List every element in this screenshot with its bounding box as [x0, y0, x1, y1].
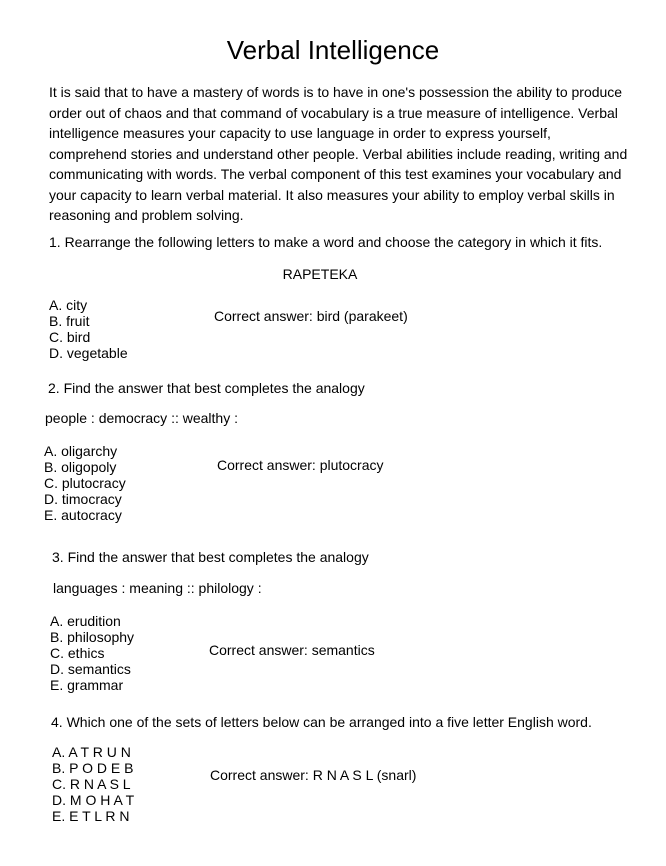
- intro-line: intelligence measures your capacity to use language in order to express yourself,: [49, 125, 551, 141]
- question-4-option-e: E. E T L R N: [52, 807, 130, 824]
- question-3-option-d: D. semantics: [50, 660, 131, 677]
- question-3-correct-answer: Correct answer: semantics: [209, 642, 375, 658]
- question-1-puzzle-word: RAPETEKA: [282, 265, 358, 282]
- question-2-options: [44, 443, 666, 523]
- intro-line: your capacity to learn verbal material. It also measures your ability to employ verbal skills in: [49, 186, 615, 203]
- question-4-correct-answer: Correct answer: R N A S L (snarl): [210, 767, 417, 783]
- page-title: Verbal Intelligence: [226, 35, 440, 65]
- question-2-option-a: A. oligarchy: [44, 442, 118, 459]
- question-3-option-b: B. philosophy: [50, 628, 135, 645]
- question-4-option-a: A. A T R U N: [52, 743, 131, 760]
- intro-line: It is said that to have a mastery of words is to have in one's possession the ability to produce: [49, 84, 623, 100]
- question-3-option-a: A. erudition: [50, 612, 121, 629]
- question-2-option-b: B. oligopoly: [44, 458, 117, 475]
- question-1-option-b: B. fruit: [49, 312, 90, 329]
- intro-line: comprehend stories and understand other people. Verbal abilities include reading, writing and: [49, 145, 628, 162]
- question-4-options: [52, 744, 666, 824]
- question-3-stem: languages : meaning :: philology :: [53, 579, 262, 596]
- question-3-header: 3. Find the answer that best completes the analogy: [52, 548, 369, 565]
- question-1: [0, 234, 666, 361]
- question-1-option-d: D. vegetable: [49, 344, 128, 361]
- question-4-option-d: D. M O H A T: [52, 791, 135, 808]
- intro-line: communicating with words. The verbal component of this test examines your vocabulary and: [49, 166, 622, 182]
- question-2-correct-answer: Correct answer: plutocracy: [217, 457, 384, 473]
- question-4-option-b: B. P O D E B: [52, 759, 134, 776]
- question-2-header: 2. Find the answer that best completes the analogy: [48, 379, 365, 396]
- question-3-option-c: C. ethics: [50, 644, 105, 661]
- question-1-option-a: A. city: [49, 296, 88, 313]
- question-1-header: 1. Rearrange the following letters to make a word and choose the category in which it fits.: [49, 233, 603, 250]
- question-4-header: 4. Which one of the sets of letters below can be arranged into a five letter English word.: [51, 713, 592, 730]
- intro-paragraph: [49, 82, 666, 226]
- question-2-option-d: D. timocracy: [44, 490, 122, 507]
- question-1-correct-answer: Correct answer: bird (parakeet): [214, 308, 408, 324]
- question-1-options: [49, 297, 666, 361]
- question-3: [0, 549, 666, 693]
- intro-line: order out of chaos and that command of vocabulary is a true measure of intelligence. Verbal: [49, 104, 618, 121]
- question-3-option-e: E. grammar: [50, 676, 124, 693]
- question-1-option-c: C. bird: [49, 328, 91, 345]
- question-2-option-e: E. autocracy: [44, 506, 122, 523]
- intro-line: reasoning and problem solving.: [49, 207, 244, 223]
- question-4-option-c: C. R N A S L: [52, 775, 131, 792]
- question-2: [0, 380, 666, 523]
- question-2-stem: people : democracy :: wealthy :: [45, 409, 238, 426]
- question-2-option-c: C. plutocracy: [44, 474, 126, 491]
